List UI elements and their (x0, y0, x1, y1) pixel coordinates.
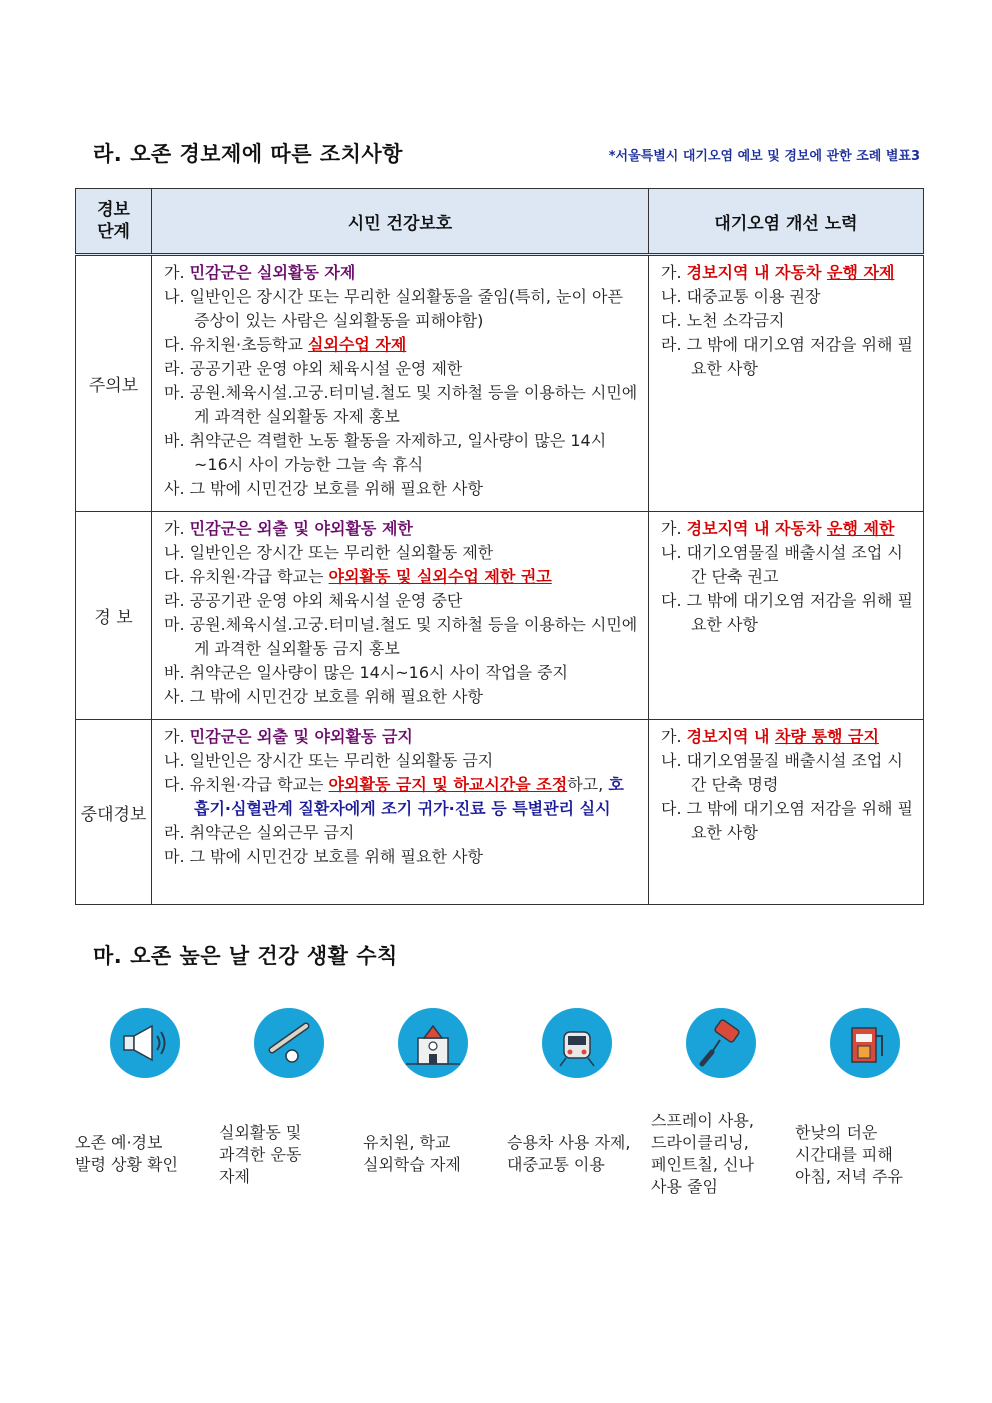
level-warning: 경 보 (76, 512, 152, 720)
section-title-health-rules: 마. 오존 높은 날 건강 생활 수칙 (93, 944, 398, 968)
paint-roller-icon (686, 1008, 756, 1078)
measure-text: 하고, (567, 775, 609, 794)
improve-measures-advisory (649, 255, 924, 512)
measure-text: 차량 통행 금지 (775, 727, 879, 746)
measure-text: 호흡기·심혈관계 질환자에게 조기 귀가·진료 등 특별관리 실시 (194, 775, 624, 818)
measure-text: 다. 그 밖에 대기오염 저감을 위해 필요한 사항 (661, 799, 913, 842)
rule-item-refuel-timing (795, 1008, 935, 1078)
measure-item (164, 749, 638, 773)
measure-text: 가. (661, 727, 687, 746)
section-title-ozone-measures: 라. 오존 경보제에 따른 조치사항 (93, 142, 403, 166)
heater-icon (830, 1008, 900, 1078)
table-header-row (76, 189, 924, 255)
measure-item (164, 541, 638, 565)
improve-measures-severe (649, 720, 924, 905)
level-advisory: 주의보 (76, 255, 152, 512)
measure-item (164, 565, 638, 589)
measure-text: 사. 그 밖에 시민건강 보호를 위해 필요한 사항 (164, 479, 483, 498)
measure-text: 다. 유치원·초등학교 (164, 335, 308, 354)
measure-item (164, 381, 638, 429)
measure-text: 경보지역 내 자동차 (686, 263, 827, 282)
citizen-measures-severe (152, 720, 649, 905)
measure-text: 나. 대중교통 이용 권장 (661, 287, 821, 306)
measure-text: 운행 자제 (827, 263, 895, 282)
measure-text: 민감군은 외출 및 야외활동 금지 (189, 727, 413, 746)
measure-text: 라. 공공기관 운영 야외 체육시설 운영 중단 (164, 591, 463, 610)
rule-item-check-alert (75, 1008, 215, 1078)
measure-item (661, 749, 913, 797)
measure-text: 가. (661, 519, 687, 538)
measure-text: 야외활동 및 실외수업 제한 권고 (328, 567, 552, 586)
measure-item (661, 725, 913, 749)
measure-item (661, 333, 913, 381)
rule-label-public-transport: 승용차 사용 자제, 대중교통 이용 (507, 1133, 631, 1174)
measure-text: 라. 공공기관 운영 야외 체육시설 운영 제한 (164, 359, 463, 378)
measure-item (164, 333, 638, 357)
measure-text: 마. 그 밖에 시민건강 보호를 위해 필요한 사항 (164, 847, 483, 866)
rule-label-school: 유치원, 학교 실외학습 자제 (363, 1133, 461, 1174)
rule-item-avoid-exercise (219, 1008, 359, 1078)
measure-text: 가. (164, 519, 190, 538)
measure-item (164, 589, 638, 613)
measure-text: 바. 취약군은 일사량이 많은 14시~16시 사이 작업을 중지 (164, 663, 568, 682)
header-citizen-health: 시민 건강보호 (152, 189, 649, 255)
measure-text: 다. 그 밖에 대기오염 저감을 위해 필요한 사항 (661, 591, 913, 634)
train-icon (542, 1008, 612, 1078)
citizen-measures-warning (152, 512, 649, 720)
measure-text: 바. 취약군은 격렬한 노동 활동을 자제하고, 일사량이 많은 14시~16시 사이 가능한 그늘 속 휴식 (164, 431, 607, 474)
measure-text: 운행 제한 (827, 519, 895, 538)
measure-item (164, 285, 638, 333)
megaphone-icon (110, 1008, 180, 1078)
source-note: *서울특별시 대기오염 예보 및 경보에 관한 조례 별표3 (608, 149, 920, 164)
school-building-icon (398, 1008, 468, 1078)
ozone-alert-table (75, 188, 924, 905)
header-alert-level: 경보 단계 (76, 189, 152, 255)
measure-text: 마. 공원.체육시설.고궁.터미널.철도 및 지하철 등을 이용하는 시민에게 과격한 실외활동 자제 홍보 (164, 383, 638, 426)
measure-item (164, 429, 638, 477)
measure-text: 다. 유치원·각급 학교는 (164, 567, 329, 586)
level-severe-warning: 중대경보 (76, 720, 152, 905)
rule-label-check-alert: 오존 예·경보 발령 상황 확인 (75, 1133, 178, 1174)
measure-item (661, 517, 913, 541)
measure-item (164, 725, 638, 749)
measure-item (164, 821, 638, 845)
measure-text: 민감군은 실외활동 자제 (189, 263, 356, 282)
measure-item (661, 285, 913, 309)
measure-item (661, 309, 913, 333)
measure-text: 나. 일반인은 장시간 또는 무리한 실외활동 제한 (164, 543, 494, 562)
measure-item (164, 261, 638, 285)
measure-text: 다. 노천 소각금지 (661, 311, 785, 330)
rule-item-school (363, 1008, 503, 1078)
measure-item (164, 661, 638, 685)
measure-text: 나. 대기오염물질 배출시설 조업 시간 단축 권고 (661, 543, 903, 586)
rule-item-reduce-voc (651, 1008, 791, 1078)
measure-text: 민감군은 외출 및 야외활동 제한 (189, 519, 413, 538)
measure-item (164, 477, 638, 501)
measure-text: 라. 그 밖에 대기오염 저감을 위해 필요한 사항 (661, 335, 913, 378)
citizen-measures-advisory (152, 255, 649, 512)
measure-text: 나. 대기오염물질 배출시설 조업 시간 단축 명령 (661, 751, 903, 794)
header-air-improvement: 대기오염 개선 노력 (649, 189, 924, 255)
measure-text: 마. 공원.체육시설.고궁.터미널.철도 및 지하철 등을 이용하는 시민에게 과격한 실외활동 금지 홍보 (164, 615, 638, 658)
measure-text: 실외수업 자제 (308, 335, 407, 354)
measure-text: 라. 취약군은 실외근무 금지 (164, 823, 355, 842)
measure-item (164, 845, 638, 869)
rule-item-public-transport (507, 1008, 647, 1078)
measure-item (164, 773, 638, 821)
measure-text: 다. 유치원·각급 학교는 (164, 775, 329, 794)
measure-text: 가. (661, 263, 687, 282)
rule-label-reduce-voc: 스프레이 사용, 드라이클리닝, 페인트칠, 신나 사용 줄임 (651, 1111, 754, 1196)
measure-item (164, 613, 638, 661)
improve-measures-warning (649, 512, 924, 720)
measure-item (164, 685, 638, 709)
measure-item (164, 357, 638, 381)
measure-text: 가. (164, 727, 190, 746)
measure-text: 가. (164, 263, 190, 282)
rule-label-avoid-exercise: 실외활동 및 과격한 운동 자제 (219, 1123, 302, 1186)
baseball-bat-icon (254, 1008, 324, 1078)
measure-text: 나. 일반인은 장시간 또는 무리한 실외활동을 줄임(특히, 눈이 아픈 증상이 있는 사람은 실외활동을 피해야함) (164, 287, 623, 330)
measure-item (661, 797, 913, 845)
table-row-warning (76, 512, 924, 720)
measure-item (661, 541, 913, 589)
measure-text: 나. 일반인은 장시간 또는 무리한 실외활동 금지 (164, 751, 494, 770)
table-row-advisory (76, 255, 924, 512)
rule-label-refuel-timing: 한낮의 더운 시간대를 피해 아침, 저녁 주유 (795, 1123, 903, 1186)
measure-text: 경보지역 내 자동차 (686, 519, 827, 538)
measure-item (164, 517, 638, 541)
measure-text: 경보지역 내 (686, 727, 776, 746)
measure-text: 사. 그 밖에 시민건강 보호를 위해 필요한 사항 (164, 687, 483, 706)
table-row-severe-warning (76, 720, 924, 905)
measure-text: 야외활동 금지 및 하교시간을 조정 (328, 775, 568, 794)
measure-item (661, 261, 913, 285)
measure-item (661, 589, 913, 637)
